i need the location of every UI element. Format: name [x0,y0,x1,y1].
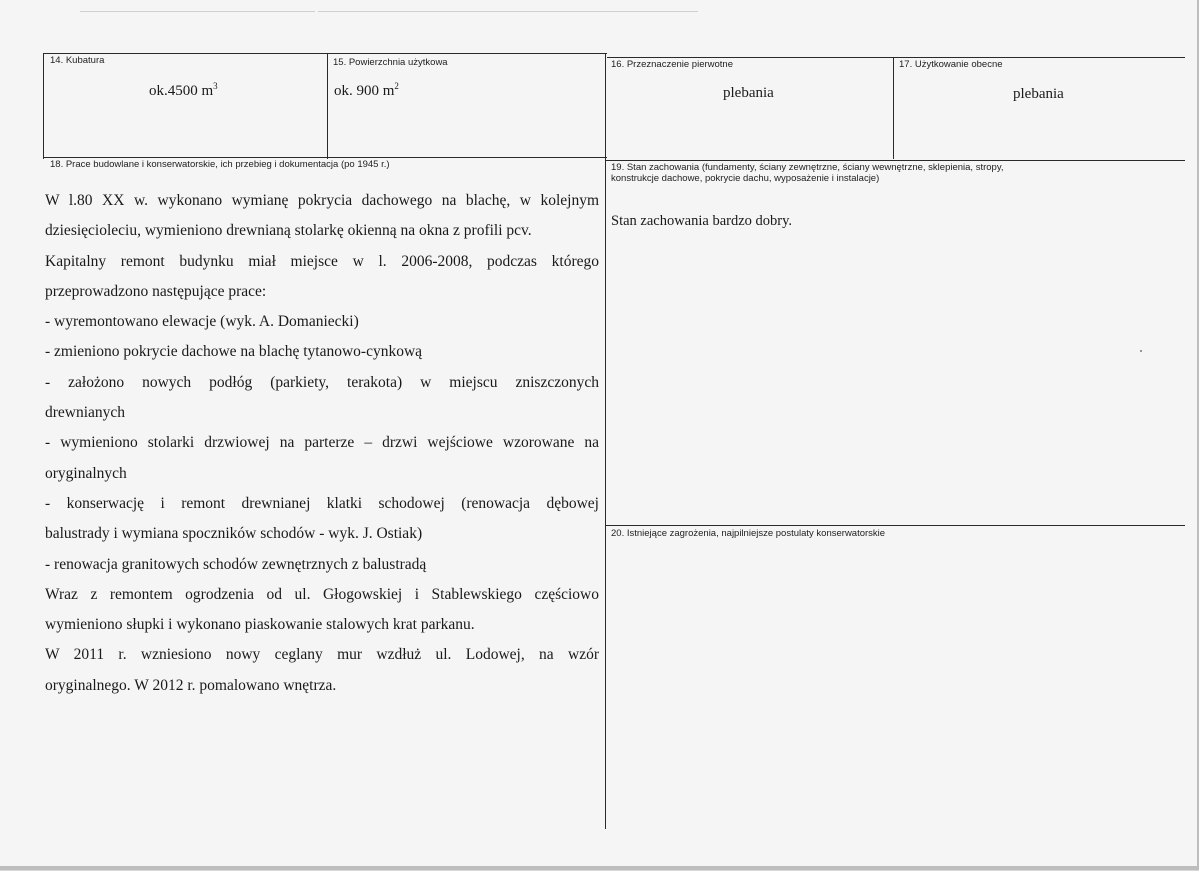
field18-label: 18. Prace budowlane i konserwatorskie, ich przebieg i dokumentacja (po 1945 r.) [50,159,390,170]
row1-top-border-right [607,57,1185,58]
field18-line: Wraz z remontem ogrodzenia od ul. Głogowskiej i Stablewskiego częściowo [45,585,599,603]
field14-label: 14. Kubatura [50,55,105,66]
field19-label-line2: konstrukcje dachowe, pokrycie dachu, wyposażenie i instalacje) [611,173,880,184]
field18-line: Kapitalny remont budynku miał miejsce w l. 2006-2008, podczas którego [45,252,599,270]
field15-value: ok. 900 $m^2$ [334,81,399,99]
field18-line: - zmieniono pokrycie dachowe na blachę tytanowo-cynkową [45,343,423,361]
left-border-row1 [43,53,44,159]
field14-value: ok.4500 $m^3$ [149,81,218,99]
top-edge-line-left [80,11,315,12]
field18-line: dziesięcioleciu, wymieniono drewnianą stolarkę okienną na okna z profili pcv. [45,222,532,240]
field18-text [45,186,599,701]
field19-label-line1: 19. Stan zachowania (fundamenty, ściany zewnętrzne, ściany wewnętrzne, sklepienia, stropy, [611,162,1004,173]
field17-value: plebania [1013,86,1064,102]
field16-value: plebania [723,85,774,101]
row2-top-border-left [43,157,607,158]
field18-line: przeprowadzono następujące prace: [45,282,267,300]
scan-speck [1140,350,1142,352]
field16-label: 16. Przeznaczenie pierwotne [611,59,733,70]
field18-line: wymieniono słupki i wykonano piaskowanie stalowych krat parkanu. [45,616,475,634]
field18-line: - konserwację i remont drewnianej klatki schodowej (renowacja dębowej [45,494,599,512]
row2-top-border-right [605,160,1185,161]
field19-value: Stan zachowania bardzo dobry. [611,213,793,229]
field18-line: W l.80 XX w. wykonano wymianę pokrycia dachowego na blachę, w kolejnym [45,192,599,209]
field18-line: drewnianych [45,404,126,422]
divider-14-15 [327,53,328,159]
field18-line: - założono nowych podłóg (parkiety, terakota) w miejscu zniszczonych [45,373,599,391]
field20-top-border [605,525,1185,526]
row1-top-border-left [43,53,607,54]
field15-label: 15. Powierzchnia użytkowa [333,57,448,68]
field17-label: 17. Użytkowanie obecne [899,59,1003,70]
field18-line: W 2011 r. wzniesiono nowy ceglany mur wzdłuż ul. Lodowej, na wzór [45,646,599,664]
field20-label: 20. Istniejące zagrożenia, najpilniejsze postulaty konserwatorskie [611,528,886,539]
field18-line: oryginalnych [45,464,127,482]
field18-line: - renowacja granitowych schodów zewnętrznych z balustradą [45,555,427,573]
field18-line: - wymieniono stolarki drzwiowej na parterze – drzwi wejściowe wzorowane na [45,434,599,452]
divider-16-17 [893,57,894,159]
main-vertical-divider [605,53,606,829]
field18-line: - wyremontowano elewacje (wyk. A. Domaniecki) [45,313,359,331]
top-edge-line-right [318,11,698,12]
field18-line: balustrady i wymiana spoczników schodów - wyk. J. Ostiak) [45,525,423,543]
field18-line: oryginalnego. W 2012 r. pomalowano wnętrza. [45,676,337,694]
